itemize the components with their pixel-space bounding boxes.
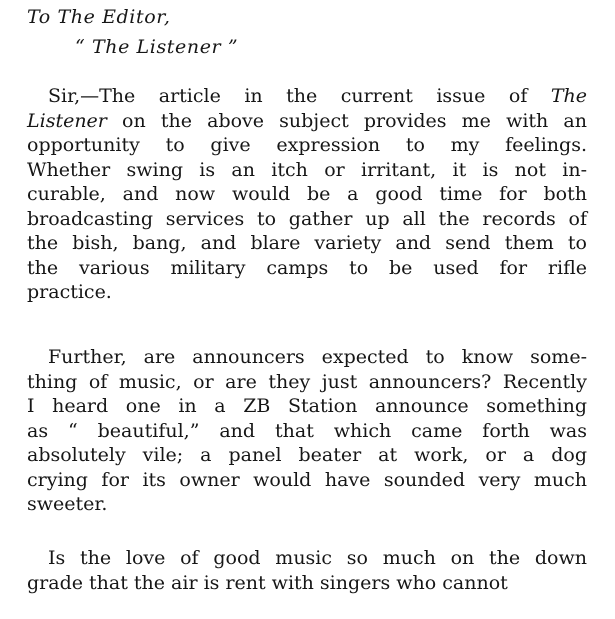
paragraph-1-line [27,158,587,182]
paragraph-1-line [27,256,587,280]
line-text: the various military camps to be used for rifle [27,256,587,279]
paragraph-2-line [27,370,587,394]
paragraph-1-line [27,182,587,206]
line-text: Further, are announcers expected to know some- [48,346,587,368]
paragraph-1-line [48,84,587,108]
paragraph-2-line [27,419,587,443]
line-text: thing of music, or are they just announcers? Recently [27,370,587,393]
line-text: as “ beautiful,” and that which came forth was [27,419,587,442]
line-text: Is the love of good music so much on the down [48,547,587,569]
line-text: sweeter. [27,493,108,515]
paragraph-1-line [27,207,587,231]
line-text: broadcasting services to gather up all the records of [27,207,587,230]
addressee: “ The Listener ” [75,36,239,58]
paragraph-2-line [27,394,587,418]
line-text: the bish, bang, and blare variety and send them to [27,232,587,254]
paragraph-1-line [27,133,587,157]
line-text: practice. [27,281,112,303]
paragraph-1-line [27,109,587,133]
line-text: Sir,—The article in the current issue of [48,85,551,107]
paragraph-3-line [27,571,587,595]
line-text: opportunity to give expression to my feelings. [27,134,587,156]
paragraph-2-line [27,492,587,516]
line-text: curable, and now would be a good time for both [27,183,587,205]
paragraph-2-line [27,468,587,492]
paragraph-1-line [27,280,587,304]
paragraph-3-line [48,546,587,570]
line-text: grade that the air is rent with singers who cannot [27,571,508,594]
italic-text: Listener [27,109,107,132]
line-text: absolutely vile; a panel beater at work, or a dog [27,444,587,466]
paragraph-2-line [48,345,587,369]
line-text: crying for its owner would have sounded very much [27,468,587,491]
line-text: Whether swing is an itch or irritant, it is not in- [27,158,587,181]
line-text: on the above subject provides me with an [106,109,587,132]
salutation: To The Editor, [27,6,171,28]
italic-text: The [550,85,587,107]
paragraph-1-line [27,231,587,255]
line-text: I heard one in a ZB Station announce something [27,395,587,417]
paragraph-2-line [27,443,587,467]
